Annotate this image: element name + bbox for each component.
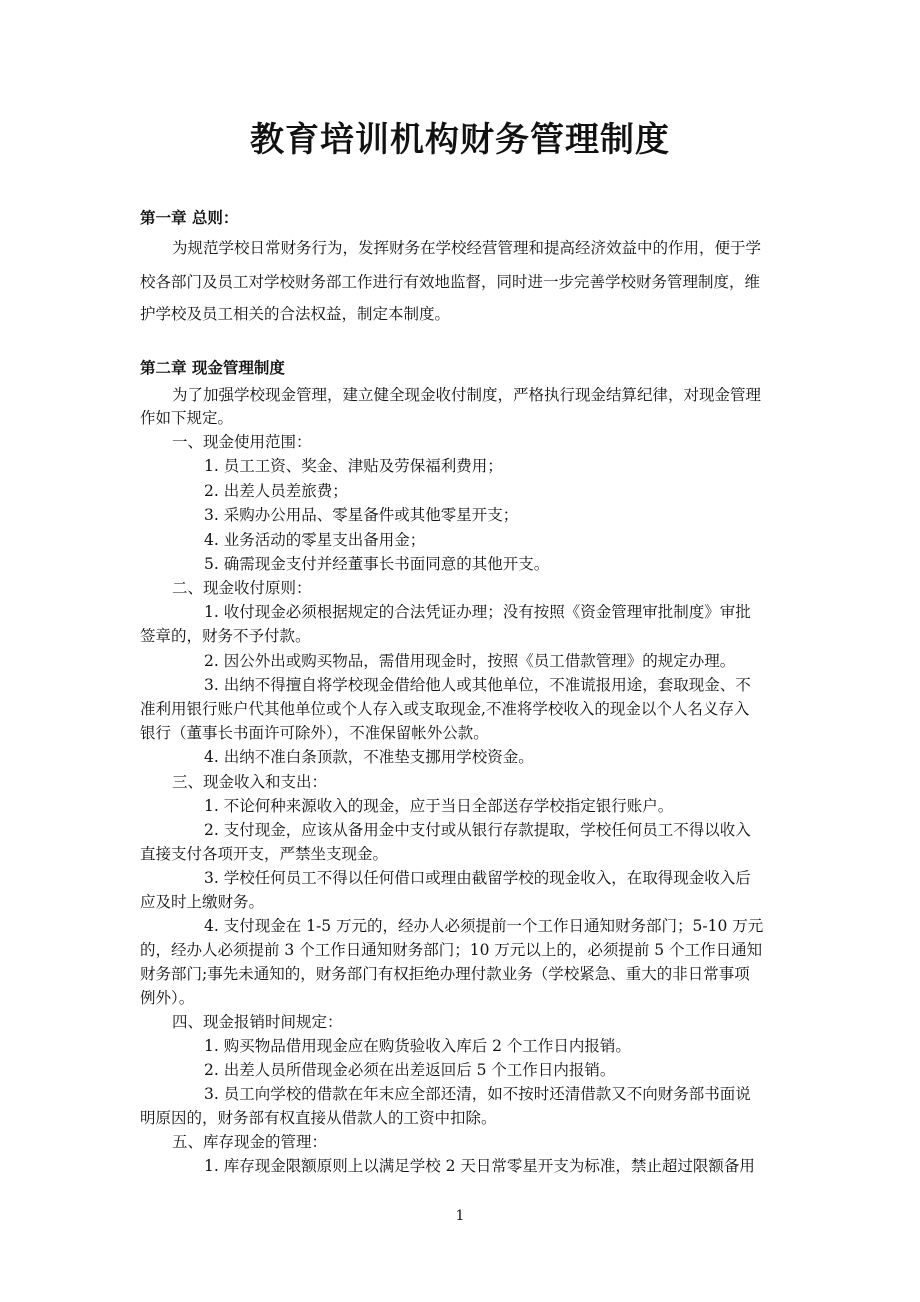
paragraph-line: 应及时上缴财务。 xyxy=(140,893,265,911)
paragraph-line: 校各部门及员工对学校财务部工作进行有效地监督，同时进一步完善学校财务管理制度，维 xyxy=(140,273,761,291)
paragraph-line: 的，经办人必须提前 3 个工作日通知财务部门；10 万元以上的，必须提前 5 个工作日通知 xyxy=(140,941,763,959)
paragraph-line: 签章的，财务不予付款。 xyxy=(140,627,311,645)
paragraph-line: 作如下规定。 xyxy=(140,409,234,427)
list-item: 4. 出纳不准白条顶款，不准垫支挪用学校资金。 xyxy=(204,748,534,766)
page-number: 1 xyxy=(455,1208,465,1224)
list-item: 1. 员工工资、奖金、津贴及劳保福利费用； xyxy=(204,457,503,475)
list-item: 3. 员工向学校的借款在年末应全部还清，如不按时还清借款又不向财务部书面说 xyxy=(204,1085,751,1103)
paragraph-line: 为了加强学校现金管理，建立健全现金收付制度，严格执行现金结算纪律，对现金管理 xyxy=(172,386,762,404)
section-heading: 四、现金报销时间规定： xyxy=(172,1013,343,1031)
document-title: 教育培训机构财务管理制度 xyxy=(250,120,670,160)
paragraph-line: 明原因的，财务部有权直接从借款人的工资中扣除。 xyxy=(140,1109,497,1127)
list-item: 4. 支付现金在 1-5 万元的，经办人必须提前一个工作日通知财务部门；5-10 万元 xyxy=(204,917,764,935)
paragraph-line: 银行（董事长书面许可除外），不准保留帐外公款。 xyxy=(140,724,489,742)
paragraph-line: 直接支付各项开支，严禁坐支现金。 xyxy=(140,845,389,863)
list-item: 1. 库存现金限额原则上以满足学校 2 天日常零星开支为标准，禁止超过限额备用 xyxy=(204,1157,755,1175)
section-heading: 三、现金收入和支出： xyxy=(172,773,328,791)
section-heading: 一、现金使用范围： xyxy=(172,433,312,451)
list-item: 2. 因公外出或购买物品，需借用现金时，按照《员工借款管理》的规定办理。 xyxy=(204,652,736,670)
list-item: 5. 确需现金支付并经董事长书面同意的其他开支。 xyxy=(204,555,550,573)
list-item: 2. 出差人员所借现金必须在出差返回后 5 个工作日内报销。 xyxy=(204,1061,616,1079)
chapter-2-heading: 第二章 现金管理制度 xyxy=(140,358,285,377)
section-heading: 二、现金收付原则： xyxy=(172,579,312,597)
list-item: 1. 不论何种来源收入的现金，应于当日全部送存学校指定银行账户。 xyxy=(204,797,674,815)
paragraph-line: 准利用银行账户代其他单位或个人存入或支取现金,不准将学校收入的现金以个人名义存入 xyxy=(140,700,750,718)
list-item: 1. 购买物品借用现金应在购货验收入库后 2 个工作日内报销。 xyxy=(204,1037,631,1055)
paragraph-line: 为规范学校日常财务行为，发挥财务在学校经营管理和提高经济效益中的作用，便于学 xyxy=(172,239,762,257)
list-item: 1. 收付现金必须根据规定的合法凭证办理；没有按照《资金管理审批制度》审批 xyxy=(204,603,751,621)
paragraph-line: 财务部门;事先未通知的，财务部门有权拒绝办理付款业务（学校紧急、重大的非日常事项 xyxy=(140,965,750,983)
list-item: 2. 出差人员差旅费； xyxy=(204,482,348,500)
chapter-1-heading: 第一章 总则： xyxy=(140,208,239,227)
section-heading: 五、库存现金的管理： xyxy=(172,1133,328,1151)
list-item: 3. 学校任何员工不得以任何借口或理由截留学校的现金收入，在取得现金收入后 xyxy=(204,869,751,887)
paragraph-line: 例外）。 xyxy=(140,989,195,1007)
list-item: 3. 采购办公用品、零星备件或其他零星开支； xyxy=(204,506,519,524)
paragraph-line: 护学校及员工相关的合法权益，制定本制度。 xyxy=(140,305,451,323)
list-item: 4. 业务活动的零星支出备用金； xyxy=(204,531,426,549)
list-item: 3. 出纳不得擅自将学校现金借给他人或其他单位，不准谎报用途，套取现金、不 xyxy=(204,676,751,694)
list-item: 2. 支付现金，应该从备用金中支付或从银行存款提取，学校任何员工不得以收入 xyxy=(204,821,751,839)
